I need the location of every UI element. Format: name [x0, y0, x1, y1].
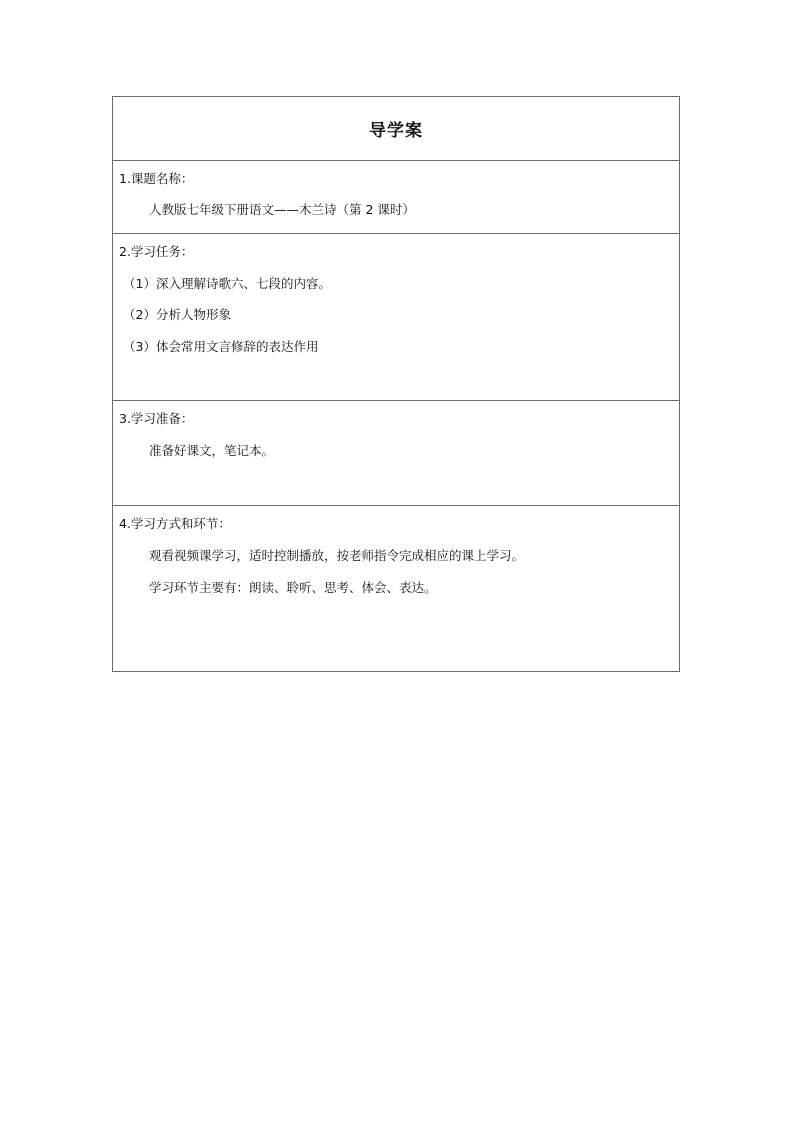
task-item: （3）体会常用文言修辞的表达作用	[123, 339, 319, 354]
title-cell	[113, 97, 679, 160]
section-methods	[113, 505, 679, 671]
section-heading: 2.学习任务：	[119, 244, 194, 259]
section-line: 观看视频课学习，适时控制播放，按老师指令完成相应的课上学习。	[149, 548, 525, 563]
section-heading: 1.课题名称：	[119, 171, 194, 186]
task-item: （2）分析人物形象	[123, 307, 231, 322]
section-line: 学习环节主要有：朗读、聆听、思考、体会、表达。	[149, 580, 437, 595]
section-topic	[113, 160, 679, 233]
study-guide-table	[112, 96, 680, 672]
section-line: 准备好课文，笔记本。	[149, 443, 275, 458]
section-preparation	[113, 400, 679, 505]
section-heading: 3.学习准备：	[119, 411, 194, 426]
section-line: 人教版七年级下册语文——木兰诗（第 2 课时）	[149, 202, 415, 217]
task-item: （1）深入理解诗歌六、七段的内容。	[123, 276, 331, 291]
section-tasks	[113, 233, 679, 400]
section-heading: 4.学习方式和环节：	[119, 516, 231, 531]
document-title: 导学案	[369, 121, 423, 141]
